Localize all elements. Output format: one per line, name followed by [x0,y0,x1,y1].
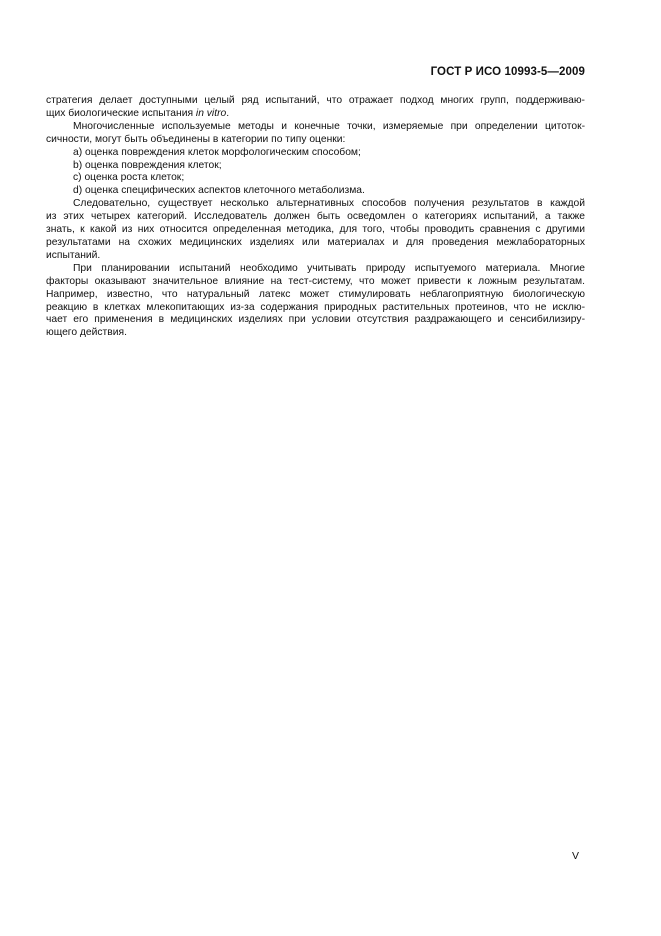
text-line: Многочисленные используемые методы и конечные точки, измеряемые при определении цитоток- [73,120,585,132]
page-body [46,95,585,340]
paragraph-strategy [46,95,585,121]
italic-term: in vitro [195,107,227,119]
text-line: знать, к какой из них относится определенная методика, для того, чтобы проводить сравнения с другими [46,224,585,236]
text-run: . [226,107,230,119]
list-item: d) оценка специфических аспектов клеточного метаболизма. [73,185,365,197]
text-line [46,108,585,121]
text-run: щих биологические испытания [46,107,196,119]
text-line: сичности, могут быть объединены в категории по типу оценки: [46,133,346,145]
list-item: b) оценка повреждения клеток; [73,159,222,171]
paragraph-methods [46,121,585,147]
text-line: из этих четырех категорий. Исследователь должен быть осведомлен о категориях испытаний, а также [46,211,585,223]
text-line: ющего действия. [46,327,127,339]
paragraph-alternatives [46,198,585,263]
text-line: реакцию в клетках млекопитающих из-за содержания природных растительных протеинов, что не исклю- [46,301,585,313]
list-item: c) оценка роста клеток; [73,172,185,184]
text-line: испытаний. [46,249,101,261]
paragraph-planning [46,263,585,340]
page-number: V [571,850,579,862]
text-line: При планировании испытаний необходимо учитывать природу испытуемого материала. Многие [73,262,585,274]
text-line: результатами на схожих медицинских изделиях или материалах и для проведения межлабораторных [46,236,585,248]
text-line: Следовательно, существует несколько альтернативных способов получения результатов в каждой [73,198,585,210]
list-item: a) оценка повреждения клеток морфологическим способом; [73,146,361,158]
document-header: ГОСТ Р ИСО 10993-5—2009 [430,66,585,78]
text-line: факторы оказывают значительное влияние на тест-систему, что может привести к ложным результатам. [46,275,585,287]
text-line: Например, известно, что натуральный латекс может стимулировать неблагоприятную биологическую [46,288,585,300]
text-line: стратегия делает доступными целый ряд испытаний, что отражает подход многих групп, поддерживаю- [46,95,585,106]
text-line: чает его применения в медицинских изделиях при условии отсутствия раздражающего и сенсибилизиру- [46,314,585,326]
